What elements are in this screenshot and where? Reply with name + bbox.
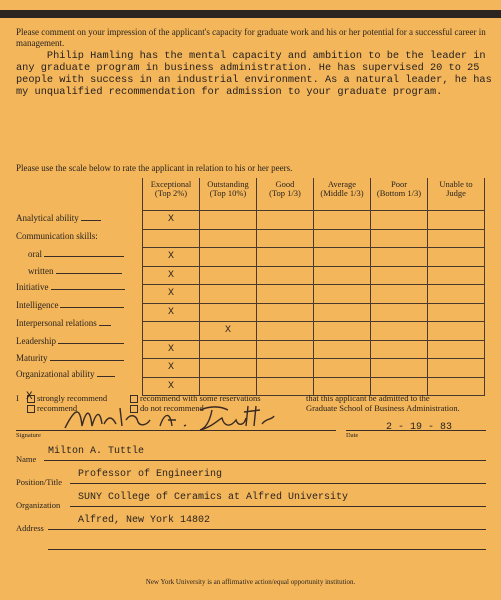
row-label: Interpersonal relations [16,317,111,328]
comment-prompt: Please comment on your impression of the applicant's capacity for graduate work and his or her potential for a successful career in management. [16,27,486,48]
top-bar [0,10,501,18]
rating-cell[interactable] [428,229,485,248]
rating-mark: X [167,214,174,226]
recommend-option[interactable]: recommend [27,403,77,413]
comment-line: my unqualified recommendation for admission to your graduate program. [16,86,443,98]
rating-cell[interactable] [428,211,485,230]
row-label: Intelligence [16,299,124,310]
rating-cell[interactable] [143,248,200,267]
name-label: Name [16,454,37,464]
rating-cell[interactable] [200,229,257,248]
reservations-option[interactable]: recommend with some reservations [130,393,261,403]
rating-mark: X [167,343,174,355]
position-label: Position/Title [16,477,62,487]
rating-row [143,322,485,341]
rating-cell[interactable] [143,359,200,378]
rating-cell[interactable] [371,322,428,341]
rating-cell[interactable] [314,359,371,378]
comment-text [16,50,492,98]
row-label: Initiative [16,281,125,292]
signature-line [16,430,336,431]
rating-cell[interactable] [428,248,485,267]
address-value: Alfred, New York 14802 [78,515,211,526]
handwritten-signature [60,398,300,438]
rating-row [143,303,485,322]
rating-cell[interactable] [371,340,428,359]
rating-cell[interactable] [257,322,314,341]
rating-cell[interactable] [257,359,314,378]
date-label: Date [346,432,359,439]
rating-mark: X [167,288,174,300]
rating-cell[interactable] [371,211,428,230]
rating-grid [142,178,485,396]
rating-cell[interactable] [371,248,428,267]
signature-label: Signature [16,432,41,439]
rating-cell[interactable] [257,377,314,396]
rating-row [143,229,485,248]
rating-cell[interactable] [371,303,428,322]
name-line [44,460,486,461]
rating-cell[interactable] [143,285,200,304]
rating-mark: X [167,362,174,374]
strongly-recommend-checkbox[interactable] [27,395,35,403]
row-label: Communication skills: [16,231,98,241]
date-line [346,430,486,431]
not-recommend-option[interactable]: do not recommend [130,403,204,413]
rating-cell[interactable] [428,285,485,304]
rating-cell[interactable] [200,340,257,359]
rating-cell[interactable] [314,229,371,248]
recommend-checkbox[interactable] [27,405,35,413]
rating-cell[interactable] [371,229,428,248]
rating-row [143,211,485,230]
comment-line: any graduate program in business administration. He has supervised 20 to 25 [16,62,480,74]
scale-intro: Please use the scale below to rate the applicant in relation to his or her peers. [16,163,293,173]
rating-cell[interactable] [257,229,314,248]
position-value: Professor of Engineering [78,469,223,480]
address-line-1 [48,529,486,530]
rating-cell[interactable] [428,359,485,378]
rating-mark: X [167,251,174,263]
col-header-good: Good (Top 1/3) [257,178,314,211]
rating-cell[interactable] [371,359,428,378]
rating-row [143,248,485,267]
rating-cell[interactable] [428,303,485,322]
date-value: 2 - 19 - 83 [386,422,453,433]
organization-line [70,506,486,507]
rating-cell[interactable] [257,248,314,267]
rating-row [143,359,485,378]
rating-cell[interactable] [143,229,200,248]
col-header-exceptional: Exceptional (Top 2%) [143,178,200,211]
organization-value: SUNY College of Ceramics at Alfred University [78,492,349,503]
rating-cell[interactable] [314,248,371,267]
row-label: Maturity [16,352,124,363]
rating-cell[interactable] [314,266,371,285]
rating-row [143,266,485,285]
address-label: Address [16,523,44,533]
rating-cell[interactable] [257,266,314,285]
rating-cell[interactable] [200,359,257,378]
comment-line: Philip Hamling has the mental capacity and ambition to be the leader in [16,50,486,62]
rating-cell[interactable] [314,211,371,230]
footer-note: New York University is an affirmative action/equal opportunity institution. [145,578,356,586]
comment-line: people with success in an industrial environment. As a natural leader, he has [16,74,492,86]
rating-cell[interactable] [143,322,200,341]
rating-cell[interactable] [257,340,314,359]
recommend-prefix: I [16,393,19,403]
row-label: Analytical ability [16,212,101,223]
rating-cell[interactable] [314,285,371,304]
col-header-outstanding: Outstanding (Top 10%) [200,178,257,211]
col-header-unable: Unable to Judge [428,178,485,211]
row-label: Organizational ability [16,368,115,379]
row-label: Leadership [16,335,124,346]
rating-cell[interactable] [428,377,485,396]
recommend-suffix-1: that this applicant be admitted to the [306,393,430,403]
rating-cell[interactable] [143,211,200,230]
row-label: oral [28,248,124,259]
rating-cell[interactable] [314,340,371,359]
rating-mark: X [167,269,174,281]
rating-cell[interactable] [371,266,428,285]
position-line [70,483,486,484]
name-value: Milton A. Tuttle [48,446,145,457]
rating-cell[interactable] [143,266,200,285]
rating-cell[interactable] [143,340,200,359]
rating-mark: X [224,325,231,337]
rating-cell[interactable] [200,322,257,341]
address-line-2 [48,549,486,550]
strongly-recommend-option[interactable]: X strongly recommend [27,393,107,403]
rating-cell[interactable] [257,211,314,230]
rating-row [143,340,485,359]
rating-cell[interactable] [257,285,314,304]
rating-cell[interactable] [428,266,485,285]
rating-row [143,285,485,304]
rating-cell[interactable] [200,303,257,322]
row-label: written [28,265,122,276]
rating-cell[interactable] [200,285,257,304]
rating-cell[interactable] [314,322,371,341]
rating-cell[interactable] [371,285,428,304]
rating-cell[interactable] [257,303,314,322]
rating-cell[interactable] [428,340,485,359]
recommend-suffix-2: Graduate School of Business Administration. [306,403,460,413]
rating-mark: X [167,380,174,392]
col-header-poor: Poor (Bottom 1/3) [371,178,428,211]
rating-mark: X [167,306,174,318]
rating-cell[interactable] [200,266,257,285]
organization-label: Organization [16,500,61,510]
rating-cell[interactable] [314,303,371,322]
rating-cell[interactable] [143,303,200,322]
col-header-average: Average (Middle 1/3) [314,178,371,211]
rating-cell[interactable] [428,322,485,341]
rating-cell[interactable] [200,248,257,267]
rating-cell[interactable] [200,211,257,230]
